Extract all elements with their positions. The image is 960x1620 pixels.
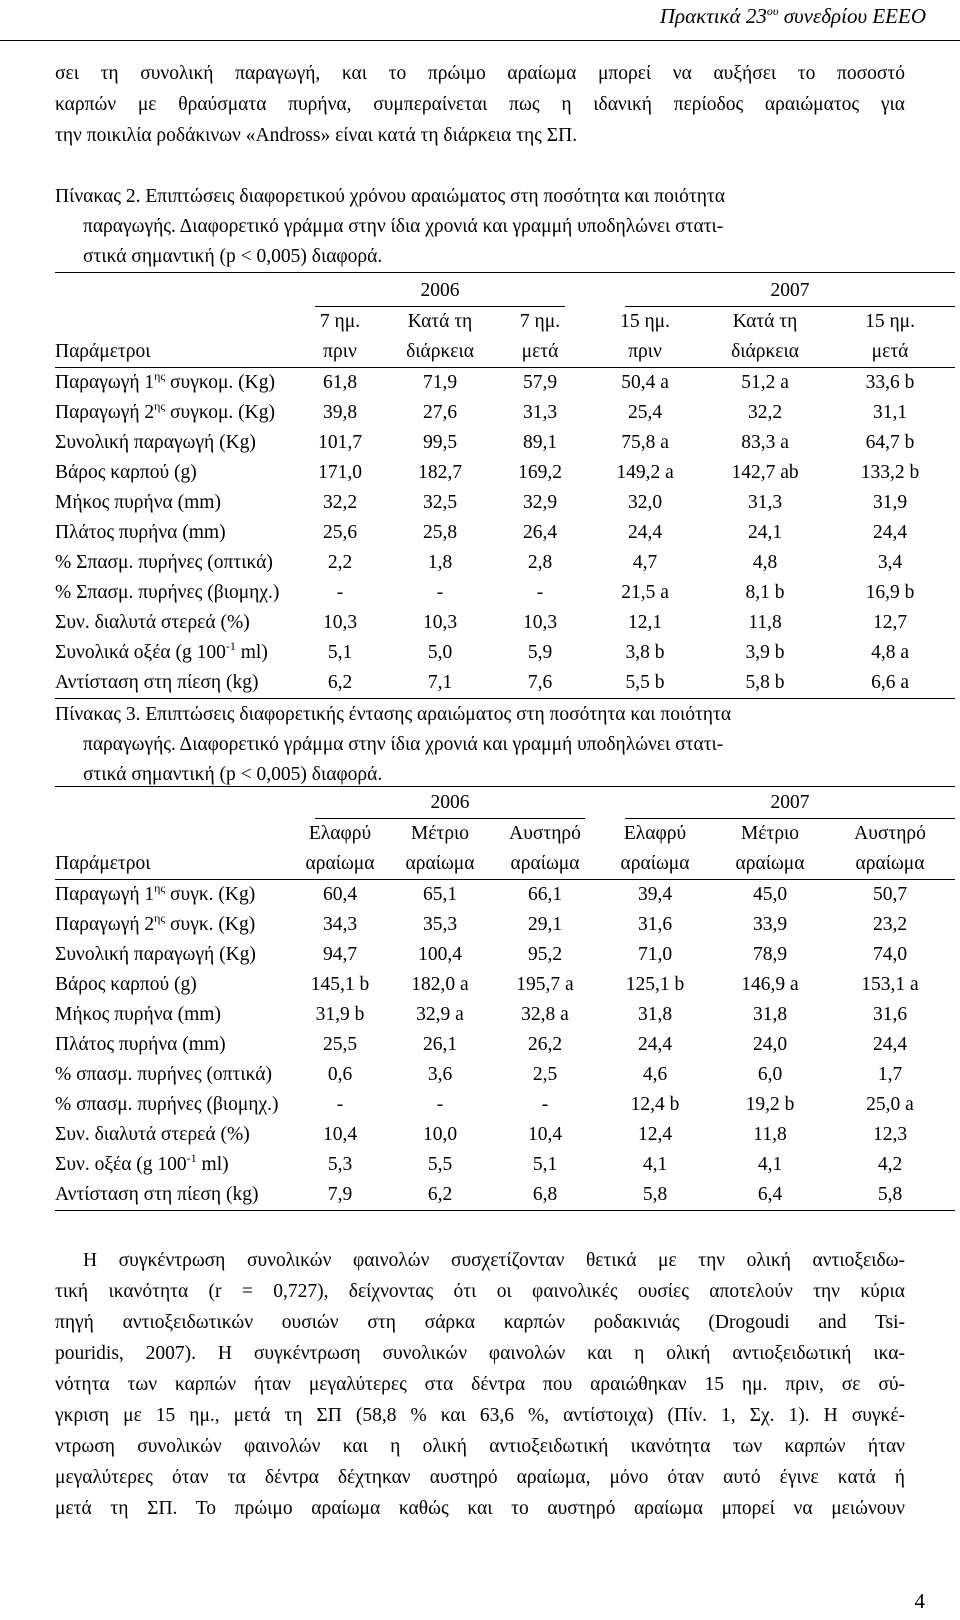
text-line: γκριση με 15 ημ., μετά τη ΣΠ (58,8 % και 63,6 %, αντίστοιχα) (Πίν. 1, Σχ. 1). Η συγκέ- [55,1405,905,1426]
table-row [55,1030,955,1060]
table-cell: 24,0 [752,1034,788,1055]
table-cell: 5,1 [327,642,353,663]
table-row [55,638,955,668]
row-label: Πλάτος πυρήνα (mm) [55,1034,226,1055]
col-header: αραίωμα [305,853,375,874]
table-cell: 66,1 [527,884,563,905]
text-line: σει τη συνολική παραγωγή, και το πρώιμο αραίωμα μπορεί να αυξήσει το ποσοστό [55,63,905,84]
table-cell: 2,5 [532,1064,558,1085]
row-label: Αντίσταση στη πίεση (kg) [55,1184,259,1205]
table-cell: 12,4 [637,1124,673,1145]
table-cell: 39,4 [637,884,673,905]
table-row [55,910,955,940]
col-header: μετά [521,341,559,362]
table-cell: 25,5 [322,1034,358,1055]
table-cell: 6,2 [327,672,353,693]
table-cell: 4,8 [752,552,778,573]
col-header: Ελαφρύ [308,823,372,844]
param-header: Παράμετροι [55,341,151,362]
col-header: 15 ημ. [865,311,915,332]
table-cell: 33,6 b [865,372,915,393]
table-cell: 71,9 [422,372,458,393]
table-cell: 32,8 a [521,1004,569,1025]
table-cell: 2,8 [527,552,553,573]
text-line: νότητα των καρπών ήταν μεγαλύτερες στα δέντρα που αραιώθηκαν 15 ημ. πριν, σε σύ- [55,1374,905,1395]
table-row [55,398,955,428]
table-cell: - [541,1094,549,1115]
table-cell: - [336,582,344,603]
table-cell: 71,0 [637,944,673,965]
col-header: αραίωμα [620,853,690,874]
table-cell: 6,2 [427,1184,453,1205]
table-cell: 94,7 [322,944,358,965]
col-header: Μέτριο [410,823,470,844]
table-cell: 31,6 [637,914,673,935]
table-cell: 99,5 [422,432,458,453]
table-cell: 26,1 [422,1034,458,1055]
col-header: διάρκεια [731,341,799,362]
year-2006: 2006 [315,276,565,307]
table-cell: 61,8 [322,372,358,393]
table-row [55,428,955,458]
row-label: Μήκος πυρήνα (mm) [55,492,221,513]
table-cell: 4,7 [632,552,658,573]
table-cell: 5,8 b [745,672,785,693]
col-header: Μέτριο [740,823,800,844]
row-label: Συνολική παραγωγή (Kg) [55,944,256,965]
col-header: αραίωμα [855,853,925,874]
table-cell: 7,9 [327,1184,353,1205]
table-cell: 60,4 [322,884,358,905]
table-cell: 11,8 [748,612,782,633]
row-label: % Σπασμ. πυρήνες (οπτικά) [55,552,273,573]
col-header: αραίωμα [510,853,580,874]
table-row [55,940,955,970]
table-cell: 89,1 [522,432,558,453]
table-cell: 10,0 [422,1124,458,1145]
table-cell: 29,1 [527,914,563,935]
table-cell: 16,9 b [865,582,915,603]
text-line: μεγαλύτερες όταν τα δέντρα δέχτηκαν αυστηρό αραίωμα, μόνο όταν αυτό έγινε κατά ή [55,1467,905,1488]
table-cell: 5,8 [642,1184,668,1205]
text-line: pouridis, 2007). Η συγκέντρωση συνολικών φαινολών και η ολική αντιοξειδωτική ικα- [55,1343,905,1364]
table-cell: 12,4 b [630,1094,680,1115]
table-row [55,1090,955,1120]
table-cell: 31,8 [752,1004,788,1025]
table-cell: 3,9 b [745,642,785,663]
row-label: Συνολική παραγωγή (Kg) [55,432,256,453]
row-label: Συν. διαλυτά στερεά (%) [55,612,250,633]
table-cell: 31,6 [872,1004,908,1025]
table-cell: 23,2 [872,914,908,935]
table-cell: 10,3 [522,612,558,633]
table-cell: 2,2 [327,552,353,573]
table-row [55,1000,955,1030]
table-cell: 65,1 [422,884,458,905]
table-cell: 10,3 [422,612,458,633]
table3-header-top [55,819,955,849]
table-cell: 32,2 [747,402,783,423]
table-cell: 5,5 b [625,672,665,693]
row-label: Παραγωγή $2^{\eta\varsigma}$ συγκομ. (Kg) [55,399,276,423]
col-header: Ελαφρύ [623,823,687,844]
row-label: Πλάτος πυρήνα (mm) [55,522,226,543]
text-line: ντρωση συνολικών φαινολών και η ολική αντιοξειδωτική ικανότητα των καρπών ήταν [55,1436,905,1457]
table-cell: 24,4 [627,522,663,543]
table-row [55,970,955,1000]
year-2007: 2007 [625,276,955,307]
running-head: Πρακτικά $23^{o\upsilon}$ συνεδρίου ΕΕΕΟ [659,4,926,28]
table-cell: 34,3 [322,914,358,935]
table-cell: 78,9 [752,944,788,965]
table-cell: 171,0 [318,462,362,483]
table-cell: 25,0 a [866,1094,914,1115]
table-row [55,608,955,638]
year-2006: 2006 [315,788,585,819]
table-cell: 5,3 [327,1154,353,1175]
row-label: Βάρος καρπού (g) [55,462,197,483]
table-cell: 4,2 [877,1154,903,1175]
table-cell: 6,6 a [871,672,909,693]
table-cell: 83,3 a [741,432,789,453]
table-cell: 24,4 [637,1034,673,1055]
table-cell: 11,8 [753,1124,787,1145]
table-cell: 74,0 [872,944,908,965]
table-cell: 19,2 b [745,1094,795,1115]
table-cell: 4,1 [757,1154,783,1175]
row-label: Παραγωγή $1^{\eta\varsigma}$ συγκομ. (Kg) [55,369,276,393]
table-cell: 5,9 [527,642,553,663]
table-cell: 50,4 a [621,372,669,393]
row-label: Μήκος πυρήνα (mm) [55,1004,221,1025]
table2-year-row [55,276,955,307]
table2-header-bottom [55,337,955,368]
text-line: Η συγκέντρωση συνολικών φαινολών συσχετίζονταν θετικά με την ολική αντιοξειδω- [83,1250,905,1271]
page-number: 4 [914,1589,925,1613]
table-cell: 33,9 [752,914,788,935]
table-cell: 24,1 [747,522,783,543]
table-cell: - [436,1094,444,1115]
table-cell: 169,2 [518,462,562,483]
table-row [55,1150,955,1180]
col-header: μετά [871,341,909,362]
table-cell: 5,5 [427,1154,453,1175]
table-cell: 27,6 [422,402,458,423]
table-row [55,1060,955,1090]
row-label: % Σπασμ. πυρήνες (βιομηχ.) [55,582,280,603]
table-cell: 31,3 [747,492,783,513]
table2 [55,276,955,699]
table-cell: 5,8 [877,1184,903,1205]
table-cell: 4,1 [642,1154,668,1175]
table-cell: 32,9 a [416,1004,464,1025]
table3-top-rule [55,786,955,787]
table-cell: 0,6 [327,1064,353,1085]
table-cell: 3,8 b [625,642,665,663]
table-cell: 1,8 [427,552,453,573]
table-cell: - [336,1094,344,1115]
text-line: πηγή αντιοξειδωτικών ουσιών στη σάρκα καρπών ροδακινιάς (Drogoudi and Tsi- [55,1312,905,1333]
row-label: Συνολικά οξέα (g $100^{-1}$ ml) [55,639,268,663]
table-cell: 146,9 a [741,974,799,995]
table-cell: 32,2 [322,492,358,513]
text-line: μετά τη ΣΠ. Το πρώιμο αραίωμα καθώς και το αυστηρό αραίωμα μπορεί να μειώνουν [55,1498,905,1519]
table-cell: 10,4 [322,1124,358,1145]
caption-line: Πίνακας 2. Επιπτώσεις διαφορετικού χρόνου αραιώματος στη ποσότητα και ποιότητα [55,186,725,207]
row-label: % σπασμ. πυρήνες (βιομηχ.) [55,1094,279,1115]
col-header: 15 ημ. [620,311,670,332]
table-cell: - [536,582,544,603]
table-cell: 21,5 a [621,582,669,603]
col-header: Κατά τη [732,311,798,332]
table-cell: 25,8 [422,522,458,543]
table-cell: 142,7 ab [731,462,799,483]
col-header: πριν [628,341,662,362]
col-header: Αυστηρό [854,823,926,844]
text-line: καρπών με θραύσματα πυρήνα, συμπεραίνεται πως η ιδανική περίοδος αραιώματος για [55,94,905,115]
table3 [55,788,955,1211]
table-row [55,880,955,911]
row-label: Αντίσταση στη πίεση (kg) [55,672,259,693]
row-label: Παραγωγή $2^{\eta\varsigma}$ συγκ. (Kg) [55,911,256,935]
table-cell: 31,9 [872,492,908,513]
table-cell: 145,1 b [310,974,370,995]
table2-header-top [55,307,955,337]
col-header: 7 ημ. [519,311,561,332]
table-cell: - [436,582,444,603]
table-cell: 6,8 [532,1184,558,1205]
row-label: Συν. οξέα (g $100^{-1}$ ml) [55,1151,229,1175]
col-header: 7 ημ. [319,311,361,332]
table-cell: 153,1 a [861,974,919,995]
col-header: Κατά τη [407,311,473,332]
row-label: Βάρος καρπού (g) [55,974,197,995]
table-row [55,368,955,399]
table-cell: 7,1 [427,672,453,693]
table-cell: 125,1 b [625,974,685,995]
table-cell: 182,7 [418,462,462,483]
table-cell: 39,8 [322,402,358,423]
table-cell: 4,8 a [871,642,909,663]
table-cell: 3,6 [427,1064,453,1085]
table-cell: 32,0 [627,492,663,513]
table-cell: 26,4 [522,522,558,543]
table-cell: 6,0 [757,1064,783,1085]
table2-top-rule [55,272,955,273]
text-line: τική ικανότητα (r = 0,727), δείχνοντας ότι οι φαινολικές ουσίες αποτελούν την κύρια [55,1281,905,1302]
table-row [55,668,955,699]
table-cell: 35,3 [422,914,458,935]
intro-paragraph [55,58,905,151]
table-cell: 5,0 [427,642,453,663]
table-cell: 24,4 [872,522,908,543]
table-cell: 5,1 [532,1154,558,1175]
table-cell: 1,7 [877,1064,903,1085]
table-cell: 12,1 [627,612,663,633]
col-header: πριν [323,341,357,362]
col-header: αραίωμα [405,853,475,874]
table-cell: 32,9 [522,492,558,513]
table-row [55,518,955,548]
table-cell: 12,7 [872,612,908,633]
caption-line: στικά σημαντική (p < 0,005) διαφορά. [83,246,383,267]
header-rule [0,40,960,41]
year-2007: 2007 [625,788,955,819]
table-cell: 4,6 [642,1064,668,1085]
table-cell: 50,7 [872,884,908,905]
table-cell: 182,0 a [411,974,469,995]
table-cell: 31,1 [872,402,908,423]
table-cell: 25,4 [627,402,663,423]
table-cell: 31,3 [522,402,558,423]
table2-caption [55,182,905,272]
table-row [55,548,955,578]
col-header: αραίωμα [735,853,805,874]
table-cell: 7,6 [527,672,553,693]
caption-line: στικά σημαντική (p < 0,005) διαφορά. [83,764,383,785]
table-cell: 31,9 b [315,1004,365,1025]
caption-line: παραγωγής. Διαφορετικό γράμμα στην ίδια χρονιά και γραμμή υποδηλώνει στατι- [83,216,724,237]
col-header: Αυστηρό [509,823,581,844]
table-cell: 75,8 a [621,432,669,453]
row-label: Συν. διαλυτά στερεά (%) [55,1124,250,1145]
table-cell: 26,2 [527,1034,563,1055]
table-row [55,578,955,608]
table-cell: 101,7 [318,432,362,453]
table-cell: 64,7 b [865,432,915,453]
table-cell: 10,4 [527,1124,563,1145]
table-cell: 149,2 a [616,462,674,483]
table-row [55,1120,955,1150]
table3-header-bottom [55,849,955,880]
row-label: Παραγωγή $1^{\eta\varsigma}$ συγκ. (Kg) [55,881,256,905]
table-cell: 95,2 [527,944,563,965]
table-cell: 45,0 [752,884,788,905]
table-row [55,488,955,518]
table-cell: 133,2 b [860,462,920,483]
text-line: την ποικιλία ροδάκινων «Andross» είναι κατά τη διάρκεια της ΣΠ. [55,125,578,146]
table-cell: 195,7 a [516,974,574,995]
table-cell: 24,4 [872,1034,908,1055]
table-cell: 12,3 [872,1124,908,1145]
table-cell: 25,6 [322,522,358,543]
caption-line: παραγωγής. Διαφορετικό γράμμα στην ίδια χρονιά και γραμμή υποδηλώνει στατι- [83,734,724,755]
table-cell: 10,3 [322,612,358,633]
col-header: διάρκεια [406,341,474,362]
table-cell: 100,4 [418,944,462,965]
table-row [55,1180,955,1211]
table-cell: 3,4 [877,552,903,573]
table-cell: 32,5 [422,492,458,513]
table-cell: 31,8 [637,1004,673,1025]
param-header: Παράμετροι [55,853,151,874]
table3-year-row [55,788,955,819]
table-cell: 8,1 b [745,582,785,603]
table-cell: 57,9 [522,372,558,393]
table-cell: 51,2 a [741,372,789,393]
row-label: % σπασμ. πυρήνες (οπτικά) [55,1064,272,1085]
closing-paragraph [55,1245,905,1524]
caption-line: Πίνακας 3. Επιπτώσεις διαφορετικής έντασης αραιώματος στη ποσότητα και ποιότητα [55,704,732,725]
table-cell: 6,4 [757,1184,783,1205]
table-row [55,458,955,488]
table3-caption [55,700,905,790]
